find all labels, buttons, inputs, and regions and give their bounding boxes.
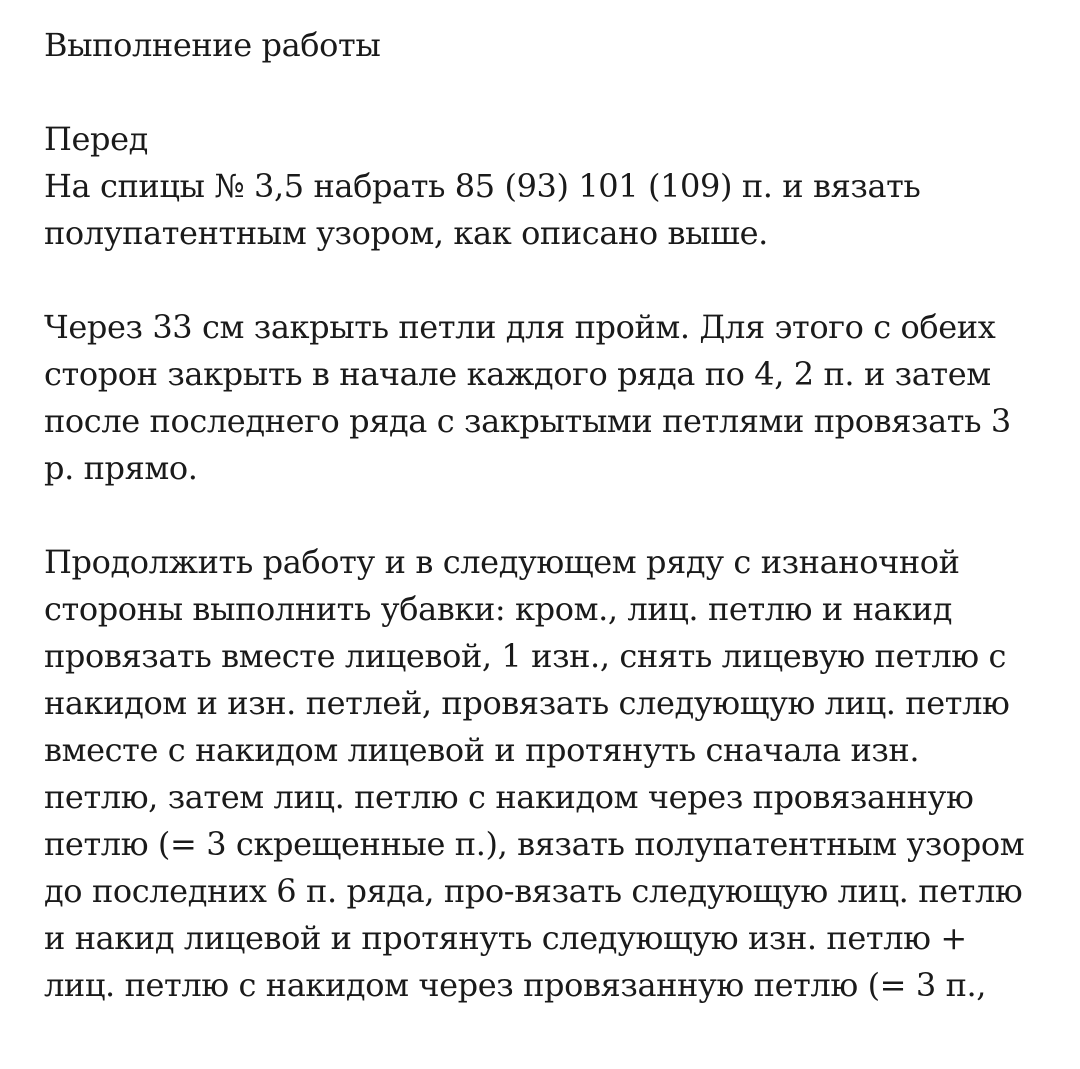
text-line: полупатентным узором, как описано выше. [44,214,768,252]
section-heading: Перед [44,120,148,158]
paragraph-cast-on [44,163,1054,257]
text-line: провязать вместе лицевой, 1 изн., снять лицевую петлю с [44,637,1007,675]
text-line: На спицы № 3,5 набрать 85 (93) 101 (109) п. и вязать [44,167,921,205]
text-line: и накид лицевой и протянуть следующую изн. петлю + [44,919,967,957]
paragraph-decreases [44,539,1054,1009]
text-line: петлю, затем лиц. петлю с накидом через провязанную [44,778,974,816]
blank-line [44,257,1054,304]
blank-line [44,69,1054,116]
paragraph-armholes [44,304,1054,492]
text-line: лиц. петлю с накидом через провязанную петлю (= 3 п., [44,966,987,1004]
text-line: после последнего ряда с закрытыми петлями провязать 3 [44,402,1011,440]
document-title: Выполнение работы [44,26,381,64]
text-line: Продолжить работу и в следующем ряду с изнаночной [44,543,960,581]
blank-line [44,492,1054,539]
document-page [44,22,1054,1009]
text-line: до последних 6 п. ряда, про-вязать следующую лиц. петлю [44,872,1023,910]
text-line: стороны выполнить убавки: кром., лиц. петлю и накид [44,590,953,628]
text-line: Через 33 см закрыть петли для пройм. Для этого с обеих [44,308,996,346]
text-line: накидом и изн. петлей, провязать следующую лиц. петлю [44,684,1010,722]
text-line: вместе с накидом лицевой и протянуть сначала изн. [44,731,920,769]
text-line: р. прямо. [44,449,198,487]
text-line: петлю (= 3 скрещенные п.), вязать полупатентным узором [44,825,1025,863]
text-line: сторон закрыть в начале каждого ряда по 4, 2 п. и затем [44,355,991,393]
